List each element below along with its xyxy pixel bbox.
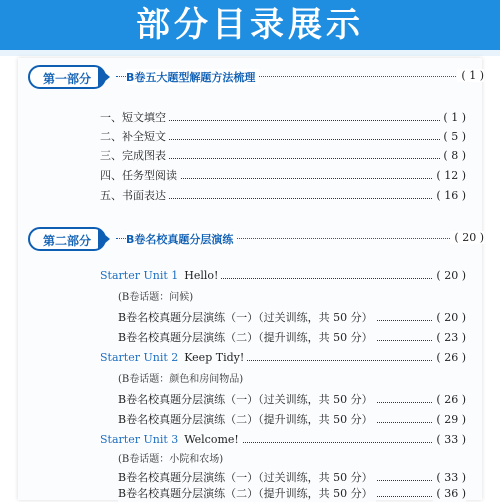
- unit-topic: (B卷话题：颜色和房间物品): [118, 374, 244, 385]
- toc-item-page: ( 29 ): [433, 412, 466, 428]
- unit-page: ( 33 ): [433, 432, 466, 448]
- toc-item-label: 二、补全短文: [100, 129, 169, 145]
- part-one-page: ( 1 ): [457, 69, 484, 82]
- toc-item-page: ( 8 ): [440, 148, 466, 164]
- toc-item-page: ( 33 ): [433, 470, 466, 486]
- part-one-header: [20, 62, 484, 92]
- chevron-right-icon: [98, 67, 110, 87]
- toc-item-page: ( 16 ): [433, 188, 466, 204]
- unit-number: Starter Unit 2: [100, 351, 179, 364]
- toc-item[interactable]: [100, 148, 466, 164]
- toc-item-page: ( 12 ): [433, 168, 466, 184]
- part-one-title: B卷五大题型解题方法梳理: [126, 69, 259, 85]
- toc-item[interactable]: [100, 129, 466, 145]
- unit-entry[interactable]: [100, 268, 466, 284]
- unit-number: Starter Unit 1: [100, 269, 179, 282]
- banner-strip: [0, 50, 500, 56]
- toc-item-page: ( 5 ): [440, 129, 466, 145]
- unit-number: Starter Unit 3: [100, 433, 179, 446]
- toc-item-label: 三、完成图表: [100, 148, 169, 164]
- toc-item[interactable]: [100, 168, 466, 184]
- toc-item-label: B卷名校真题分层演练（二）（提升训练，共 50 分）: [118, 330, 376, 346]
- toc-item[interactable]: [118, 330, 466, 346]
- toc-item-label: B卷名校真题分层演练（二）（提升训练，共 50 分）: [118, 486, 376, 502]
- part-two-badge: 第二部分: [28, 227, 106, 251]
- unit-label: [100, 432, 242, 448]
- toc-item-page: ( 26 ): [433, 392, 466, 408]
- toc-item-page: ( 36 ): [433, 486, 466, 502]
- part-two-title: B卷名校真题分层演练: [126, 231, 237, 247]
- toc-item[interactable]: [100, 188, 466, 204]
- part-two-page: ( 20 ): [450, 231, 484, 244]
- toc-item[interactable]: [118, 470, 466, 486]
- toc-item[interactable]: [118, 392, 466, 408]
- toc-item-label: 四、任务型阅读: [100, 168, 180, 184]
- unit-page: ( 20 ): [433, 268, 466, 284]
- toc-item-page: ( 1 ): [440, 110, 466, 126]
- unit-name: Hello!: [184, 269, 219, 282]
- unit-topic: (B卷话题：问候): [118, 292, 194, 303]
- part-two-header: [20, 224, 484, 254]
- toc-item[interactable]: [100, 110, 466, 126]
- unit-name: Keep Tidy!: [184, 351, 245, 364]
- banner-title: 部分目录展示: [0, 0, 500, 50]
- unit-entry[interactable]: [100, 350, 466, 366]
- toc-item-label: B卷名校真题分层演练（二）（提升训练，共 50 分）: [118, 412, 376, 428]
- toc-item-label: B卷名校真题分层演练（一）（过关训练，共 50 分）: [118, 310, 376, 326]
- unit-name: Welcome!: [184, 433, 239, 446]
- unit-entry[interactable]: [100, 432, 466, 448]
- toc-item-label: B卷名校真题分层演练（一）（过关训练，共 50 分）: [118, 470, 376, 486]
- toc-item[interactable]: [118, 412, 466, 428]
- unit-label: [100, 268, 221, 284]
- unit-page: ( 26 ): [433, 350, 466, 366]
- part-one-badge: 第一部分: [28, 65, 106, 89]
- unit-topic: (B卷话题：小院和农场): [118, 454, 224, 465]
- toc-item[interactable]: [118, 310, 466, 326]
- toc-item-label: 一、短文填空: [100, 110, 169, 126]
- toc-item-page: ( 23 ): [433, 330, 466, 346]
- unit-label: [100, 350, 247, 366]
- toc-item-label: B卷名校真题分层演练（一）（过关训练，共 50 分）: [118, 392, 376, 408]
- toc-item-label: 五、书面表达: [100, 188, 169, 204]
- toc-item-page: ( 20 ): [433, 310, 466, 326]
- chevron-right-icon: [98, 229, 110, 249]
